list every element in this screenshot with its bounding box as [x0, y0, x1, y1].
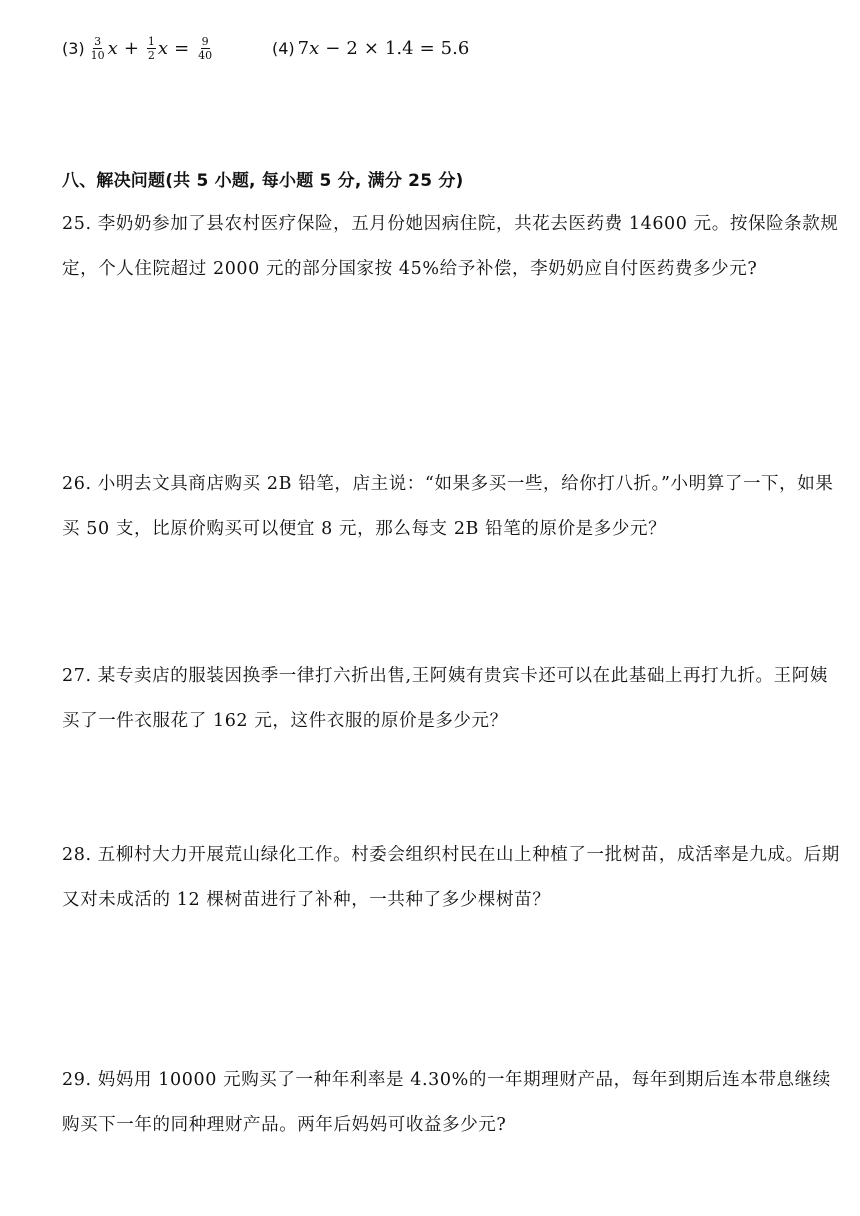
minus-sign: −	[325, 37, 341, 59]
plus-sign: +	[123, 37, 139, 59]
operand-b: 1.4	[384, 37, 414, 59]
fraction-1-2: $\frac{1}{2}$	[147, 34, 155, 62]
coefficient: 7	[297, 37, 310, 59]
times-sign: ×	[363, 37, 379, 59]
equation-number: (4)	[272, 38, 295, 58]
fraction-3-10: $\frac{3}{10}$	[90, 34, 105, 62]
equation-3	[62, 26, 215, 70]
problem-28: 28. 五柳村大力开展荒山绿化工作。村委会组织村民在山上种植了一批树苗，成活率是九成。后期又对未成活的 12 棵树苗进行了补种，一共种了多少棵树苗？	[62, 845, 840, 910]
fraction-9-40: $\frac{9}{40}$	[198, 34, 213, 62]
operand-a: 2	[346, 37, 358, 59]
equals-sign: =	[174, 37, 190, 59]
problem-26: 26. 小明去文具商店购买 2B 铅笔，店主说：“如果多买一些，给你打八折。”小明算了一下，如果买 50 支，比原价购买可以便宜 8 元，那么每支 2B 铅笔的原价是多少元？	[62, 474, 834, 539]
right-hand-side: 5.6	[440, 37, 470, 59]
equals-sign: =	[419, 37, 435, 59]
equation-4	[272, 26, 469, 70]
equation-row	[62, 26, 822, 70]
problem-29: 29. 妈妈用 10000 元购买了一种年利率是 4.30%的一年期理财产品，每年到期后连本带息继续购买下一年的同种理财产品。两年后妈妈可收益多少元?	[62, 1070, 831, 1135]
variable-x: x	[107, 37, 118, 59]
variable-x: x	[309, 37, 320, 59]
problem-25: 25. 李奶奶参加了县农村医疗保险，五月份她因病住院，共花去医药费 14600 元。按保险条款规定，个人住院超过 2000 元的部分国家按 45%给予补偿，李奶奶应自付医药费多少元?	[62, 214, 839, 279]
variable-x: x	[157, 37, 169, 59]
equation-number: (3)	[62, 38, 85, 58]
section-title: 八、解决问题(共 5 小题, 每小题 5 分, 满分 25 分)	[62, 171, 464, 191]
problem-27: 27. 某专卖店的服装因换季一律打六折出售,王阿姨有贵宾卡还可以在此基础上再打九折。王阿姨买了一件衣服花了 162 元，这件衣服的原价是多少元？	[62, 666, 828, 731]
